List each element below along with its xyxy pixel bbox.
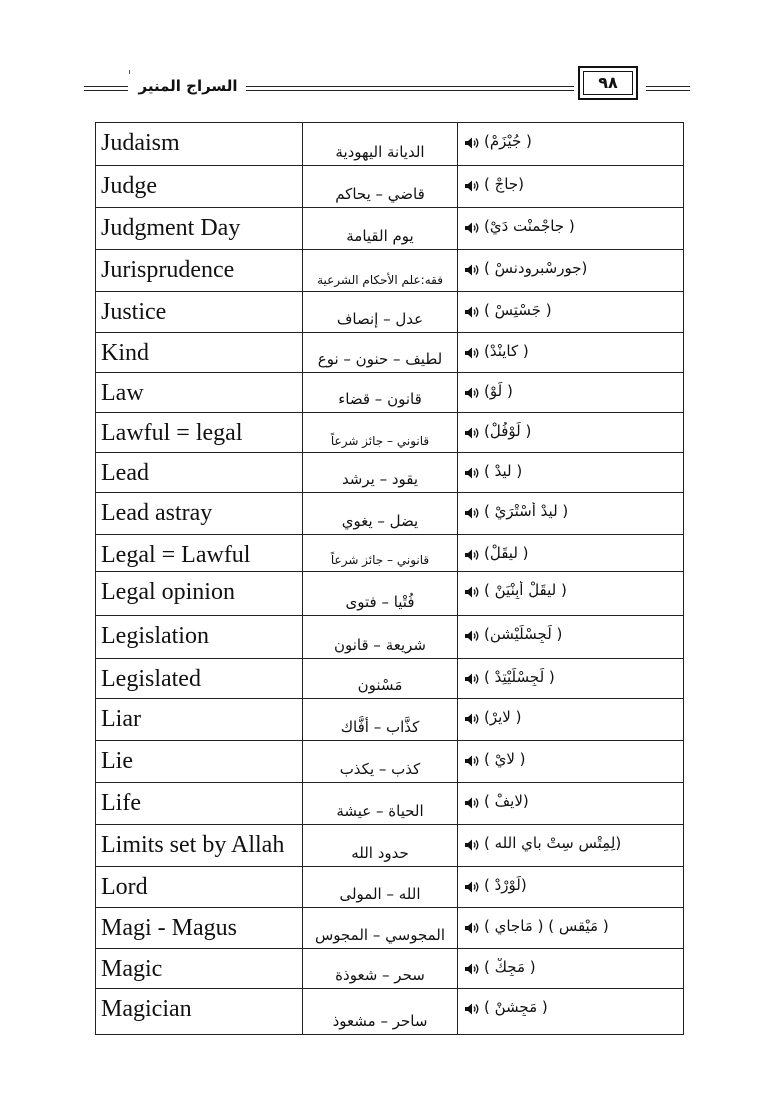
english-term: Life xyxy=(101,790,141,816)
table-row xyxy=(96,572,683,616)
english-term: Lead xyxy=(101,460,149,486)
pronunciation-cell xyxy=(458,989,683,1034)
table-row xyxy=(96,493,683,535)
pronunciation-cell xyxy=(458,783,683,824)
header-rule-right xyxy=(646,86,690,91)
arabic-translation: الحياة – عيشة xyxy=(336,802,424,820)
table-row xyxy=(96,825,683,867)
table-row xyxy=(96,413,683,453)
arabic-translation-cell xyxy=(303,949,458,988)
english-term-cell xyxy=(96,989,303,1034)
header-rule-middle xyxy=(246,86,574,91)
english-term: Judaism xyxy=(101,130,180,156)
header-tick-mark xyxy=(129,70,130,74)
speaker-icon[interactable] xyxy=(464,178,480,192)
table-row xyxy=(96,989,683,1034)
pronunciation-text: ( لايْ ) xyxy=(484,750,526,768)
speaker-icon[interactable] xyxy=(464,220,480,234)
table-row xyxy=(96,616,683,659)
speaker-icon[interactable] xyxy=(464,465,480,479)
pronunciation-cell xyxy=(458,699,683,740)
speaker-icon[interactable] xyxy=(464,425,480,439)
speaker-icon[interactable] xyxy=(464,753,480,767)
pronunciation-cell xyxy=(458,616,683,658)
arabic-translation: لطيف – حنون – نوع xyxy=(317,350,443,368)
english-term-cell xyxy=(96,413,303,452)
pronunciation-cell xyxy=(458,825,683,866)
table-row xyxy=(96,373,683,413)
english-term-cell xyxy=(96,867,303,907)
pronunciation-text: ( مَجِكْ ) xyxy=(484,958,536,976)
arabic-translation: يقود – يرشد xyxy=(341,470,419,488)
pronunciation-cell xyxy=(458,867,683,907)
pronunciation-text: ( جاجْمنْت دَيْ) xyxy=(484,217,575,235)
arabic-translation: يضل – يغوي xyxy=(341,512,419,530)
english-term: Legal opinion xyxy=(101,579,235,605)
speaker-icon[interactable] xyxy=(464,584,480,598)
arabic-translation-cell xyxy=(303,413,458,452)
english-term: Magi - Magus xyxy=(101,915,237,941)
english-term: Justice xyxy=(101,299,167,325)
arabic-translation-cell xyxy=(303,989,458,1034)
speaker-icon[interactable] xyxy=(464,961,480,975)
english-term-cell xyxy=(96,616,303,658)
arabic-translation-cell xyxy=(303,572,458,615)
speaker-icon[interactable] xyxy=(464,345,480,359)
table-row xyxy=(96,453,683,493)
english-term: Judge xyxy=(101,173,157,199)
arabic-translation: قانون – قضاء xyxy=(338,390,422,408)
arabic-translation: قانوني – جائز شرعاً xyxy=(330,553,430,567)
arabic-translation: الله – المولى xyxy=(339,885,421,903)
pronunciation-text: ( لَجِسْلَيْشن) xyxy=(484,625,563,643)
table-row xyxy=(96,123,683,166)
speaker-icon[interactable] xyxy=(464,135,480,149)
arabic-translation: قانوني – جائز شرعاً xyxy=(330,434,430,448)
english-term: Law xyxy=(101,380,144,406)
speaker-icon[interactable] xyxy=(464,837,480,851)
arabic-translation-cell xyxy=(303,373,458,412)
pronunciation-text: ( مَيْقس ) ( مَاجاي ) xyxy=(484,917,609,935)
arabic-translation-cell xyxy=(303,250,458,291)
table-row xyxy=(96,741,683,783)
english-term: Judgment Day xyxy=(101,215,241,241)
english-term: Limits set by Allah xyxy=(101,832,285,858)
speaker-icon[interactable] xyxy=(464,385,480,399)
table-row xyxy=(96,535,683,572)
glossary-table xyxy=(95,122,684,1035)
english-term-cell xyxy=(96,699,303,740)
pronunciation-text: ( ليقَلْ أَبِنْيَنْ ) xyxy=(484,581,567,599)
arabic-translation: مَسْنون xyxy=(357,676,403,694)
pronunciation-cell xyxy=(458,535,683,571)
speaker-icon[interactable] xyxy=(464,1001,480,1015)
arabic-translation: عدل – إنصاف xyxy=(336,310,424,328)
pronunciation-cell xyxy=(458,493,683,534)
pronunciation-cell xyxy=(458,453,683,492)
english-term-cell xyxy=(96,659,303,698)
arabic-translation: الديانة اليهودية xyxy=(335,143,425,161)
arabic-translation-cell xyxy=(303,208,458,249)
book-title: السراج المنير xyxy=(138,77,238,95)
pronunciation-text: ( جُيْزَمْ) xyxy=(484,132,532,150)
arabic-translation-cell xyxy=(303,867,458,907)
arabic-translation-cell xyxy=(303,333,458,372)
pronunciation-text: ( لايرْ) xyxy=(484,708,522,726)
pronunciation-text: ( ليقَلْ) xyxy=(484,544,529,562)
pronunciation-cell xyxy=(458,333,683,372)
arabic-translation-cell xyxy=(303,783,458,824)
english-term-cell xyxy=(96,292,303,332)
arabic-translation: شريعة – قانون xyxy=(333,636,426,654)
pronunciation-cell xyxy=(458,166,683,207)
english-term-cell xyxy=(96,166,303,207)
pronunciation-text: ( لَوْفُلْ) xyxy=(484,422,532,440)
arabic-translation-cell xyxy=(303,616,458,658)
pronunciation-text: (لايفْ ) xyxy=(484,792,529,810)
arabic-translation-cell xyxy=(303,123,458,165)
arabic-translation: حدود الله xyxy=(351,844,409,862)
arabic-translation-cell xyxy=(303,825,458,866)
table-row xyxy=(96,208,683,250)
arabic-translation: قاضي – يحاكم xyxy=(335,185,425,203)
page-number-box xyxy=(578,66,638,100)
page-number: ٩٨ xyxy=(598,73,618,92)
english-term: Kind xyxy=(101,340,149,366)
table-row xyxy=(96,867,683,908)
english-term: Lead astray xyxy=(101,500,213,526)
pronunciation-text: ( مَجِشنْ ) xyxy=(484,998,548,1016)
english-term-cell xyxy=(96,453,303,492)
arabic-translation: كذَّاب – أفَّاك xyxy=(340,718,420,736)
speaker-icon[interactable] xyxy=(464,879,480,893)
pronunciation-cell xyxy=(458,908,683,948)
arabic-translation: المجوسي – المجوس xyxy=(314,926,446,944)
pronunciation-cell xyxy=(458,373,683,412)
pronunciation-text: ( لَجِسْلَيْتِدْ ) xyxy=(484,668,555,686)
english-term: Lawful = legal xyxy=(101,420,243,446)
arabic-translation-cell xyxy=(303,659,458,698)
pronunciation-cell xyxy=(458,123,683,165)
pronunciation-cell xyxy=(458,572,683,615)
speaker-icon[interactable] xyxy=(464,628,480,642)
arabic-translation: فقه:علم الأحكام الشرعية xyxy=(317,273,443,287)
speaker-icon[interactable] xyxy=(464,304,480,318)
pronunciation-cell xyxy=(458,292,683,332)
english-term: Legal = Lawful xyxy=(101,542,251,568)
english-term: Magician xyxy=(101,996,192,1022)
table-row xyxy=(96,699,683,741)
table-row xyxy=(96,659,683,699)
pronunciation-text: (جاجْ ) xyxy=(484,175,524,193)
page-header xyxy=(0,0,764,110)
english-term-cell xyxy=(96,783,303,824)
pronunciation-text: (لَوْرْدْ ) xyxy=(484,876,527,894)
english-term-cell xyxy=(96,333,303,372)
arabic-translation: كذب – يكذب xyxy=(339,760,421,778)
english-term-cell xyxy=(96,908,303,948)
english-term: Lord xyxy=(101,874,148,900)
arabic-translation-cell xyxy=(303,166,458,207)
english-term: Magic xyxy=(101,956,163,982)
pronunciation-cell xyxy=(458,949,683,988)
speaker-icon[interactable] xyxy=(464,262,480,276)
english-term: Liar xyxy=(101,706,141,732)
table-row xyxy=(96,908,683,949)
english-term: Legislation xyxy=(101,623,209,649)
speaker-icon[interactable] xyxy=(464,671,480,685)
arabic-translation-cell xyxy=(303,535,458,571)
english-term-cell xyxy=(96,373,303,412)
arabic-translation: فُتْيا – فتوى xyxy=(345,593,415,611)
arabic-translation: سحر – شعوذة xyxy=(335,966,425,984)
pronunciation-cell xyxy=(458,208,683,249)
english-term-cell xyxy=(96,825,303,866)
speaker-icon[interactable] xyxy=(464,711,480,725)
arabic-translation-cell xyxy=(303,292,458,332)
table-row xyxy=(96,333,683,373)
speaker-icon[interactable] xyxy=(464,795,480,809)
pronunciation-text: (لِمِتْس سِتْ باي الله ) xyxy=(484,834,622,852)
english-term-cell xyxy=(96,493,303,534)
speaker-icon[interactable] xyxy=(464,505,480,519)
english-term-cell xyxy=(96,535,303,571)
header-rule-left xyxy=(84,86,128,91)
english-term-cell xyxy=(96,123,303,165)
english-term: Legislated xyxy=(101,666,201,692)
pronunciation-text: (جورسْبرودنسْ ) xyxy=(484,259,588,277)
pronunciation-cell xyxy=(458,413,683,452)
english-term-cell xyxy=(96,208,303,249)
english-term: Lie xyxy=(101,748,133,774)
pronunciation-text: ( ليدْ ) xyxy=(484,462,523,480)
english-term-cell xyxy=(96,572,303,615)
arabic-translation-cell xyxy=(303,741,458,782)
table-row xyxy=(96,166,683,208)
pronunciation-cell xyxy=(458,659,683,698)
pronunciation-text: ( جَسْتِسْ ) xyxy=(484,301,552,319)
pronunciation-text: ( لَوْ) xyxy=(484,382,513,400)
arabic-translation-cell xyxy=(303,699,458,740)
arabic-translation-cell xyxy=(303,453,458,492)
pronunciation-cell xyxy=(458,250,683,291)
arabic-translation: ساحر – مشعوذ xyxy=(332,1012,428,1030)
english-term: Jurisprudence xyxy=(101,257,235,283)
pronunciation-text: ( ليدْ أَسْتْرَيْ ) xyxy=(484,502,569,520)
arabic-translation: يوم القيامة xyxy=(346,227,414,245)
pronunciation-cell xyxy=(458,741,683,782)
english-term-cell xyxy=(96,250,303,291)
table-row xyxy=(96,949,683,989)
table-row xyxy=(96,292,683,333)
speaker-icon[interactable] xyxy=(464,547,480,561)
table-row xyxy=(96,250,683,292)
english-term-cell xyxy=(96,949,303,988)
arabic-translation-cell xyxy=(303,908,458,948)
english-term-cell xyxy=(96,741,303,782)
pronunciation-text: ( كاينْدْ) xyxy=(484,342,529,360)
speaker-icon[interactable] xyxy=(464,920,480,934)
arabic-translation-cell xyxy=(303,493,458,534)
table-row xyxy=(96,783,683,825)
